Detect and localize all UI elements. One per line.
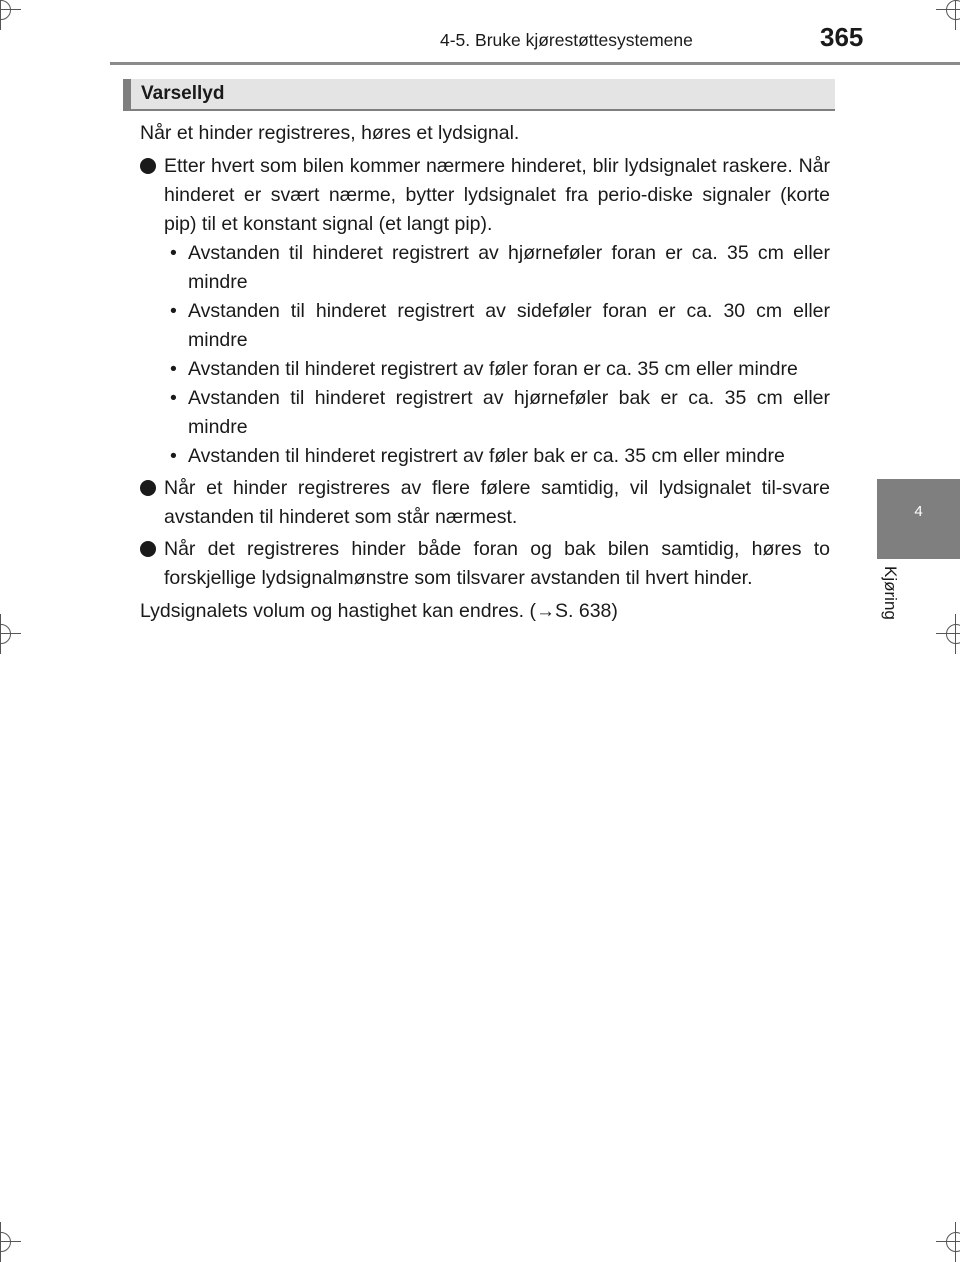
bullet-text: Når et hinder registreres av flere følere samtidig, vil lydsignalet til-svare avstanden til hinderet som står nærmest. — [164, 477, 830, 528]
header-section-title: 4-5. Bruke kjørestøttesystemene — [440, 30, 693, 50]
bullet-text: Når det registreres hinder både foran og bak bilen samtidig, høres to forskjellige lydsignalmønstre som tilsvarer avstanden til hvert hinder. — [164, 538, 830, 589]
section-content — [140, 119, 830, 626]
sub-bullet-mark: • — [170, 445, 177, 467]
header-rule — [110, 62, 960, 65]
sub-bullet-text: Avstanden til hinderet registrert av sideføler foran er ca. 30 cm eller mindre — [188, 300, 830, 351]
crop-mark-top-left — [0, 0, 15, 24]
page-reference-link[interactable]: S. 638) — [555, 600, 618, 622]
sub-bullet-item — [140, 297, 830, 355]
sub-bullet-mark: • — [170, 242, 177, 264]
sub-bullet-mark: • — [170, 300, 177, 322]
sub-bullet-text: Avstanden til hinderet registrert av føler bak er ca. 35 cm eller mindre — [188, 445, 785, 467]
sub-bullet-mark: • — [170, 387, 177, 409]
sub-bullet-text: Avstanden til hinderet registrert av hjørneføler bak er ca. 35 cm eller mindre — [188, 387, 830, 438]
sub-bullet-mark: • — [170, 358, 177, 380]
crop-mark-bottom-right — [942, 1228, 960, 1256]
section-heading: Varsellyd — [141, 83, 225, 104]
intro-paragraph: Når et hinder registreres, høres et lydsignal. — [140, 122, 520, 144]
chapter-tab — [877, 479, 960, 559]
sub-bullet-item — [140, 239, 830, 297]
chapter-number: 4 — [914, 503, 923, 520]
page-number: 365 — [820, 22, 864, 52]
closing-paragraph — [140, 597, 830, 626]
bullet-dot-icon — [140, 541, 156, 557]
chapter-label: Kjøring — [881, 566, 900, 620]
bullet-dot-icon — [140, 158, 156, 174]
crop-mark-middle-right — [942, 620, 960, 648]
bullet-item — [140, 152, 830, 239]
crop-mark-middle-left — [0, 620, 15, 648]
sub-bullet-item — [140, 442, 830, 471]
sub-bullet-text: Avstanden til hinderet registrert av føler foran er ca. 35 cm eller mindre — [188, 358, 798, 380]
sub-bullet-text: Avstanden til hinderet registrert av hjørneføler foran er ca. 35 cm eller mindre — [188, 242, 830, 293]
crop-mark-top-right — [942, 0, 960, 24]
section-heading-bar — [123, 79, 835, 111]
arrow-right-icon: → — [536, 601, 556, 622]
sub-bullet-item — [140, 384, 830, 442]
crop-mark-bottom-left — [0, 1228, 15, 1256]
bullet-text: Etter hvert som bilen kommer nærmere hinderet, blir lydsignalet raskere. Når hinderet er svært nærme, bytter lydsignalet fra perio-diske signaler (korte pip) til et konstant signal (et langt pip). — [164, 155, 830, 235]
bullet-item — [140, 474, 830, 532]
bullet-dot-icon — [140, 480, 156, 496]
sub-bullet-item — [140, 355, 830, 384]
closing-text: Lydsignalets volum og hastighet kan endres. ( — [140, 600, 537, 622]
bullet-item — [140, 535, 830, 593]
